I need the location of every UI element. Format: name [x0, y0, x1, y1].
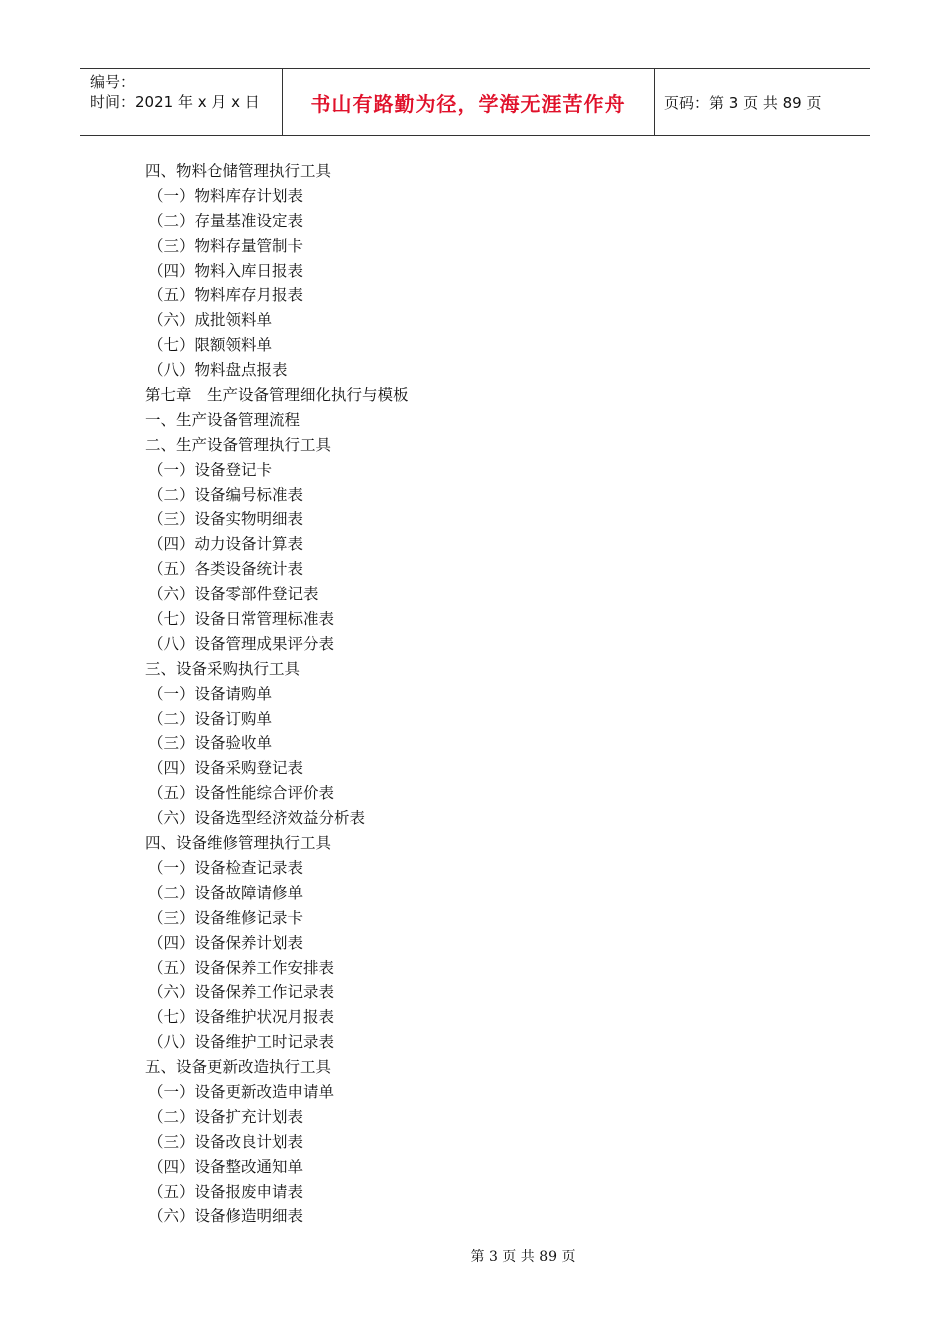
serial-label: 编号： — [90, 73, 136, 91]
toc-item: （七）限额领料单 — [148, 336, 273, 355]
toc-item: （四）设备采购登记表 — [148, 759, 304, 778]
toc-item: （二）设备扩充计划表 — [148, 1107, 304, 1126]
toc-item: （二）设备编号标准表 — [148, 485, 304, 504]
toc-item: （六）设备选型经济效益分析表 — [148, 809, 366, 828]
toc-item: （一）设备登记卡 — [148, 460, 273, 479]
toc-item: 四、设备维修管理执行工具 — [145, 834, 332, 853]
toc-item: 四、物料仓储管理执行工具 — [145, 162, 332, 180]
toc-item: （四）物料入库日报表 — [148, 261, 304, 280]
toc-item: （二）存量基准设定表 — [148, 211, 304, 230]
toc-item: （一）设备请购单 — [148, 684, 273, 703]
toc-item: （六）设备保养工作记录表 — [148, 983, 335, 1002]
toc-item: （六）设备零部件登记表 — [148, 585, 319, 604]
toc-item: （三）物料存量管制卡 — [148, 236, 304, 255]
page-footer — [0, 1246, 950, 1266]
toc-item: （一）物料库存计划表 — [148, 186, 304, 205]
toc-item: （五）各类设备统计表 — [148, 560, 304, 579]
toc-item: （四）设备保养计划表 — [148, 933, 304, 952]
toc-item: （五）设备保养工作安排表 — [148, 958, 335, 977]
toc-item: （三）设备改良计划表 — [148, 1132, 304, 1151]
toc-item: 三、设备采购执行工具 — [145, 659, 301, 678]
toc-item: （六）成批领料单 — [148, 311, 273, 330]
toc-item: （二）设备故障请修单 — [148, 883, 304, 902]
toc-item: （一）设备更新改造申请单 — [148, 1082, 335, 1101]
date-line: 时间：2021 年 x 月 x 日 — [90, 93, 260, 111]
footer-page-number: 第 3 页 共 89 页 — [470, 1249, 576, 1265]
toc-item: （七）设备维护状况月报表 — [148, 1008, 335, 1027]
table-of-contents — [145, 159, 409, 1229]
toc-item: （五）设备报废申请表 — [148, 1182, 304, 1201]
toc-item: （五）物料库存月报表 — [148, 286, 304, 305]
page-info: 页码：第 3 页 共 89 页 — [664, 93, 822, 112]
toc-item: （三）设备验收单 — [148, 734, 273, 753]
toc-item: 二、生产设备管理执行工具 — [145, 435, 332, 454]
toc-item: 第七章 生产设备管理细化执行与模板 — [145, 386, 409, 405]
toc-item: （八）设备管理成果评分表 — [148, 634, 335, 653]
toc-item: （七）设备日常管理标准表 — [148, 610, 335, 629]
motto: 书山有路勤为径，学海无涯苦作舟 — [310, 91, 626, 116]
header-page-cell — [654, 69, 870, 135]
page-header — [80, 68, 870, 136]
toc-item: （四）动力设备计算表 — [148, 535, 304, 554]
toc-item: （八）物料盘点报表 — [148, 361, 288, 380]
toc-item: （四）设备整改通知单 — [148, 1157, 304, 1176]
toc-item: （六）设备修造明细表 — [148, 1207, 304, 1226]
toc-item: （三）设备维修记录卡 — [148, 908, 304, 927]
toc-item: 一、生产设备管理流程 — [145, 410, 301, 429]
header-meta — [80, 69, 283, 135]
toc-item: （二）设备订购单 — [148, 709, 273, 728]
toc-item: （一）设备检查记录表 — [148, 858, 304, 877]
toc-item: （三）设备实物明细表 — [148, 510, 304, 529]
toc-item: （五）设备性能综合评价表 — [148, 784, 335, 803]
toc-item: 五、设备更新改造执行工具 — [145, 1058, 332, 1077]
toc-item: （八）设备维护工时记录表 — [148, 1033, 335, 1052]
header-motto-cell — [282, 69, 655, 135]
